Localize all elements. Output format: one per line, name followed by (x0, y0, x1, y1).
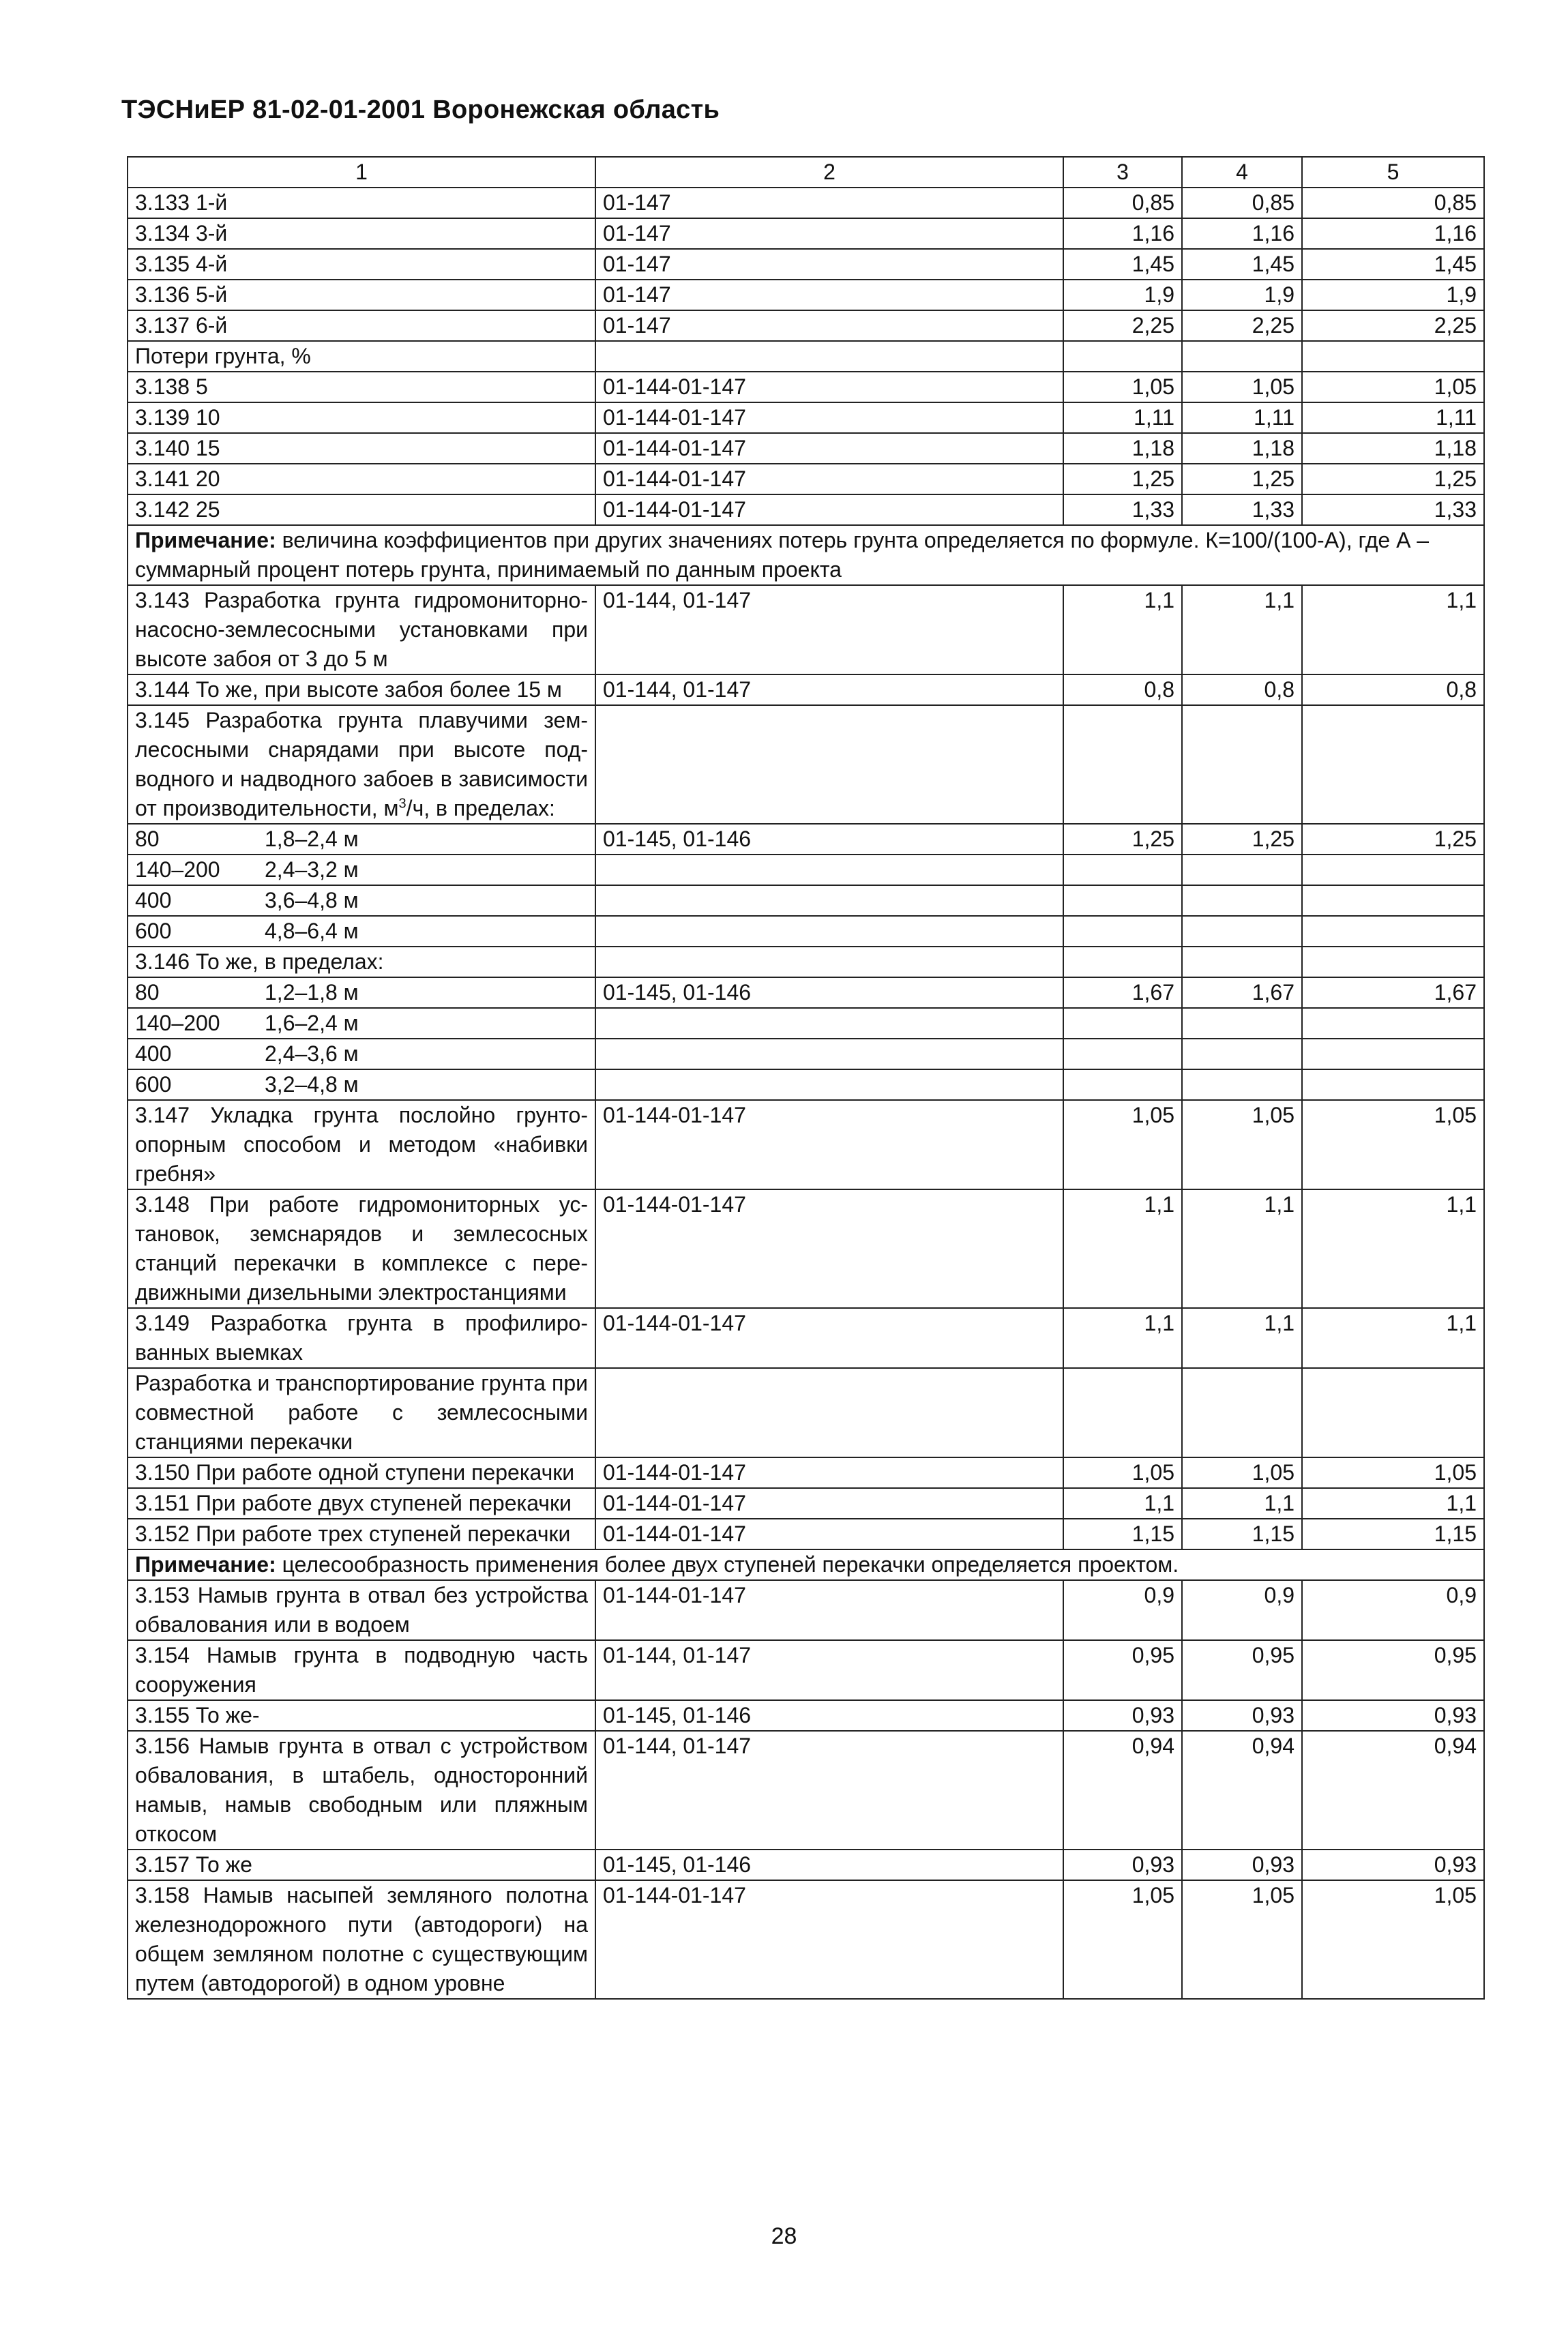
coef-col5: 1,25 (1302, 824, 1484, 855)
row-description: 3.139 10 (128, 402, 595, 433)
productivity-value: 400 (135, 888, 172, 912)
table-row (128, 433, 1484, 464)
coef-col5: 1,18 (1302, 433, 1484, 464)
row-description: 3.150 При работе одной ступени перекачки (128, 1457, 595, 1488)
row-description (128, 705, 595, 824)
row-description: 3.146 То же, в пределах: (128, 947, 595, 977)
row-reference (595, 916, 1063, 947)
face-height-range: 3,2–4,8 м (265, 1072, 359, 1097)
table-row (128, 280, 1484, 310)
coef-col4: 2,25 (1182, 310, 1302, 341)
note-cell (128, 1549, 1484, 1580)
coef-col4 (1182, 916, 1302, 947)
coef-col4: 0,8 (1182, 674, 1302, 705)
row-reference: 01-145, 01-146 (595, 977, 1063, 1008)
coef-col4: 1,1 (1182, 1189, 1302, 1308)
row-reference (595, 885, 1063, 916)
table-row (128, 916, 1484, 947)
productivity-value: 140–200 (135, 857, 220, 882)
table-row (128, 402, 1484, 433)
coef-col4: 0,93 (1182, 1700, 1302, 1731)
row-reference: 01-144-01-147 (595, 402, 1063, 433)
coef-col3: 1,05 (1063, 372, 1182, 402)
coef-col3: 1,16 (1063, 218, 1182, 249)
coef-col5: 1,33 (1302, 494, 1484, 525)
productivity-value: 400 (135, 1041, 172, 1066)
coef-col4 (1182, 1368, 1302, 1457)
coef-col5: 1,9 (1302, 280, 1484, 310)
range-pair (135, 825, 394, 854)
coef-col3: 1,05 (1063, 1880, 1182, 1999)
table-row (128, 885, 1484, 916)
coef-col5: 0,95 (1302, 1640, 1484, 1700)
row-description: 3.156 Намыв грунта в отвал с устройством обвалования, в штабель, односторонний намыв, намыв свободным или пляжным откосом (128, 1731, 595, 1850)
coef-col3: 1,05 (1063, 1100, 1182, 1189)
coef-col3: 1,1 (1063, 1189, 1182, 1308)
coef-col3 (1063, 1008, 1182, 1039)
range-pair (135, 1009, 394, 1038)
coef-col5 (1302, 1039, 1484, 1069)
description-text: 3.145 Разработка грунта плавучими землесосными снарядами при высоте подводного и надводного забоев в зависимости от производительности, м (135, 708, 588, 820)
table-row (128, 1368, 1484, 1457)
coef-col4 (1182, 1069, 1302, 1100)
coef-col5: 2,25 (1302, 310, 1484, 341)
coef-col4: 0,85 (1182, 188, 1302, 218)
coef-col3 (1063, 916, 1182, 947)
coef-col4 (1182, 1039, 1302, 1069)
row-reference: 01-144-01-147 (595, 1880, 1063, 1999)
row-description: 3.154 Намыв грунта в подводную часть сооружения (128, 1640, 595, 1700)
row-reference: 01-144-01-147 (595, 1457, 1063, 1488)
table-row (128, 494, 1484, 525)
coef-col4: 1,33 (1182, 494, 1302, 525)
header-cell: 3 (1063, 157, 1182, 188)
coef-col4: 0,93 (1182, 1850, 1302, 1880)
coef-col5: 0,93 (1302, 1700, 1484, 1731)
coef-col3 (1063, 1368, 1182, 1457)
row-description: 3.152 При работе трех ступеней перекачки (128, 1519, 595, 1549)
row-reference: 01-147 (595, 280, 1063, 310)
productivity-value: 80 (135, 980, 160, 1005)
row-description (128, 1039, 595, 1069)
page-number: 28 (771, 2223, 797, 2249)
table-row (128, 1039, 1484, 1069)
coef-col3: 1,9 (1063, 280, 1182, 310)
face-height-range: 2,4–3,6 м (265, 1041, 359, 1066)
row-reference: 01-144, 01-147 (595, 585, 1063, 674)
coef-col5 (1302, 1008, 1484, 1039)
coef-col4: 1,25 (1182, 824, 1302, 855)
coef-col5: 1,05 (1302, 1880, 1484, 1999)
row-reference: 01-145, 01-146 (595, 1700, 1063, 1731)
range-pair (135, 1039, 394, 1069)
coef-col4: 1,05 (1182, 1457, 1302, 1488)
coef-col3: 2,25 (1063, 310, 1182, 341)
coef-col5 (1302, 916, 1484, 947)
coef-col3: 1,1 (1063, 585, 1182, 674)
row-reference: 01-144-01-147 (595, 433, 1063, 464)
coef-col3 (1063, 885, 1182, 916)
row-description: 3.155 То же- (128, 1700, 595, 1731)
table-row (128, 249, 1484, 280)
table-row (128, 188, 1484, 218)
row-description: 3.157 То же (128, 1850, 595, 1880)
coef-col5 (1302, 855, 1484, 885)
coef-col4: 1,9 (1182, 280, 1302, 310)
face-height-range: 1,2–1,8 м (265, 980, 359, 1005)
table-row (128, 1008, 1484, 1039)
coef-col5 (1302, 1368, 1484, 1457)
coef-col3 (1063, 947, 1182, 977)
coef-col4: 0,94 (1182, 1731, 1302, 1850)
face-height-range: 2,4–3,2 м (265, 857, 359, 882)
coef-col3: 0,95 (1063, 1640, 1182, 1700)
row-reference: 01-147 (595, 249, 1063, 280)
coef-col4: 1,67 (1182, 977, 1302, 1008)
row-description: 3.134 3-й (128, 218, 595, 249)
header-cell: 5 (1302, 157, 1484, 188)
coef-col5: 1,05 (1302, 372, 1484, 402)
table-row (128, 1069, 1484, 1100)
row-description: 3.136 5-й (128, 280, 595, 310)
table-row (128, 585, 1484, 674)
table-row (128, 1731, 1484, 1850)
coef-col4: 1,1 (1182, 1488, 1302, 1519)
coef-col3: 0,94 (1063, 1731, 1182, 1850)
table-row (128, 1457, 1484, 1488)
row-description: Потери грунта, % (128, 341, 595, 372)
coef-col4: 1,11 (1182, 402, 1302, 433)
table-row (128, 1880, 1484, 1999)
coef-col3: 0,85 (1063, 188, 1182, 218)
row-reference: 01-144-01-147 (595, 1519, 1063, 1549)
coef-col5 (1302, 341, 1484, 372)
table-row (128, 1850, 1484, 1880)
coef-col4: 1,05 (1182, 372, 1302, 402)
row-description: 3.148 При работе гидромониторных установок, земснарядов и землесосных станций перекачки в комплексе с передвижными дизельными электростанциями (128, 1189, 595, 1308)
coef-col5: 0,9 (1302, 1580, 1484, 1640)
coefficients-table (127, 156, 1485, 2000)
coef-col4: 0,95 (1182, 1640, 1302, 1700)
row-description: Разработка и транспортирование грунта при совместной работе с землесосными станциями перекачки (128, 1368, 595, 1457)
coef-col5: 0,85 (1302, 188, 1484, 218)
row-description (128, 824, 595, 855)
row-reference: 01-144-01-147 (595, 1189, 1063, 1308)
coef-col3 (1063, 1069, 1182, 1100)
note-text: величина коэффициентов при других значениях потерь грунта определяется по формуле. К=100/(100-А), где А – суммарный процент потерь грунта, принимаемый по данным проекта (135, 528, 1430, 582)
unit-superscript: 3 (398, 796, 406, 812)
row-description (128, 977, 595, 1008)
row-reference: 01-144, 01-147 (595, 1731, 1063, 1850)
description-tail: /ч, в пределах: (406, 796, 555, 820)
header-cell: 2 (595, 157, 1063, 188)
header-cell: 4 (1182, 157, 1302, 188)
coef-col5: 0,94 (1302, 1731, 1484, 1850)
table-row (128, 464, 1484, 494)
coef-col4 (1182, 341, 1302, 372)
row-description: 3.151 При работе двух ступеней перекачки (128, 1488, 595, 1519)
range-pair (135, 978, 394, 1007)
row-reference: 01-145, 01-146 (595, 824, 1063, 855)
table-row (128, 1189, 1484, 1308)
range-pair (135, 917, 394, 946)
coef-col4: 1,25 (1182, 464, 1302, 494)
row-description (128, 916, 595, 947)
coef-col3 (1063, 341, 1182, 372)
row-description: 3.153 Намыв грунта в отвал без устройства обвалования или в водоем (128, 1580, 595, 1640)
coef-col3: 1,1 (1063, 1488, 1182, 1519)
coef-col5: 1,15 (1302, 1519, 1484, 1549)
coef-col4 (1182, 705, 1302, 824)
coef-col4: 1,15 (1182, 1519, 1302, 1549)
coef-col3 (1063, 855, 1182, 885)
coef-col5: 1,05 (1302, 1100, 1484, 1189)
coef-col5: 1,25 (1302, 464, 1484, 494)
row-reference (595, 947, 1063, 977)
face-height-range: 1,6–2,4 м (265, 1011, 359, 1035)
row-description: 3.133 1-й (128, 188, 595, 218)
productivity-value: 80 (135, 827, 160, 851)
coef-col3: 1,15 (1063, 1519, 1182, 1549)
row-description: 3.143 Разработка грунта гидромониторно-насосно-землесосными установками при высоте забоя от 3 до 5 м (128, 585, 595, 674)
productivity-value: 600 (135, 919, 172, 943)
table-row (128, 218, 1484, 249)
row-description (128, 1069, 595, 1100)
coef-col4: 1,1 (1182, 1308, 1302, 1368)
coef-col3 (1063, 1039, 1182, 1069)
coef-col4 (1182, 1008, 1302, 1039)
row-reference: 01-144-01-147 (595, 1100, 1063, 1189)
table-row (128, 1580, 1484, 1640)
note-label: Примечание: (135, 1552, 276, 1577)
note-text: целесообразность применения более двух ступеней перекачки определяется проектом. (276, 1552, 1179, 1577)
coef-col4: 1,1 (1182, 585, 1302, 674)
note-label: Примечание: (135, 528, 276, 552)
row-reference: 01-144-01-147 (595, 1308, 1063, 1368)
coef-col5: 0,93 (1302, 1850, 1484, 1880)
coef-col5: 1,11 (1302, 402, 1484, 433)
row-reference: 01-144-01-147 (595, 494, 1063, 525)
table-row (128, 947, 1484, 977)
row-reference (595, 1008, 1063, 1039)
table-row (128, 1640, 1484, 1700)
coef-col3: 1,67 (1063, 977, 1182, 1008)
coef-col4 (1182, 855, 1302, 885)
row-description: 3.147 Укладка грунта послойно грунтоопорным способом и методом «набивки гребня» (128, 1100, 595, 1189)
row-reference: 01-144, 01-147 (595, 1640, 1063, 1700)
face-height-range: 1,8–2,4 м (265, 827, 359, 851)
table-row (128, 310, 1484, 341)
coef-col4 (1182, 885, 1302, 916)
document-title: ТЭСНиЕР 81-02-01-2001 Воронежская область (121, 95, 720, 124)
row-reference: 01-147 (595, 310, 1063, 341)
coef-col5 (1302, 1069, 1484, 1100)
row-description: 3.158 Намыв насыпей земляного полотна железнодорожного пути (автодороги) на общем земляном полотне с существующим путем (автодорогой) в одном уровне (128, 1880, 595, 1999)
row-reference (595, 1039, 1063, 1069)
coef-col5 (1302, 947, 1484, 977)
table-row (128, 855, 1484, 885)
row-reference (595, 341, 1063, 372)
row-reference: 01-144-01-147 (595, 372, 1063, 402)
range-pair (135, 1070, 394, 1099)
header-cell: 1 (128, 157, 595, 188)
coef-col3: 1,11 (1063, 402, 1182, 433)
coef-col3: 0,93 (1063, 1700, 1182, 1731)
row-description: 3.149 Разработка грунта в профилированных выемках (128, 1308, 595, 1368)
table-row (128, 1519, 1484, 1549)
coef-col4: 1,16 (1182, 218, 1302, 249)
row-reference: 01-144-01-147 (595, 1580, 1063, 1640)
row-reference (595, 855, 1063, 885)
coef-col5: 1,45 (1302, 249, 1484, 280)
row-reference: 01-144-01-147 (595, 464, 1063, 494)
coef-col4 (1182, 947, 1302, 977)
coef-col5: 0,8 (1302, 674, 1484, 705)
row-reference: 01-147 (595, 218, 1063, 249)
row-description: 3.135 4-й (128, 249, 595, 280)
coef-col3: 1,33 (1063, 494, 1182, 525)
row-description: 3.144 То же, при высоте забоя более 15 м (128, 674, 595, 705)
row-description: 3.141 20 (128, 464, 595, 494)
coef-col5: 1,1 (1302, 1488, 1484, 1519)
row-description (128, 1008, 595, 1039)
note-cell (128, 525, 1484, 585)
coef-col5: 1,1 (1302, 585, 1484, 674)
table-row (128, 372, 1484, 402)
coef-col3 (1063, 705, 1182, 824)
coef-col5: 1,1 (1302, 1189, 1484, 1308)
coef-col3: 1,45 (1063, 249, 1182, 280)
table-row (128, 674, 1484, 705)
coef-col3: 1,05 (1063, 1457, 1182, 1488)
note-row (128, 525, 1484, 585)
row-reference: 01-145, 01-146 (595, 1850, 1063, 1880)
productivity-value: 600 (135, 1072, 172, 1097)
range-pair (135, 855, 394, 885)
row-reference (595, 1069, 1063, 1100)
note-row (128, 1549, 1484, 1580)
coef-col4: 0,9 (1182, 1580, 1302, 1640)
coef-col3: 1,1 (1063, 1308, 1182, 1368)
row-description (128, 855, 595, 885)
coef-col5: 1,67 (1302, 977, 1484, 1008)
table-row (128, 341, 1484, 372)
face-height-range: 4,8–6,4 м (265, 919, 359, 943)
coef-col4: 1,18 (1182, 433, 1302, 464)
table-row (128, 1488, 1484, 1519)
row-reference: 01-144, 01-147 (595, 674, 1063, 705)
row-description: 3.137 6-й (128, 310, 595, 341)
coef-col3: 1,18 (1063, 433, 1182, 464)
coef-col4: 1,05 (1182, 1100, 1302, 1189)
coef-col3: 1,25 (1063, 824, 1182, 855)
row-reference: 01-144-01-147 (595, 1488, 1063, 1519)
coef-col3: 0,8 (1063, 674, 1182, 705)
coef-col4: 1,45 (1182, 249, 1302, 280)
row-description: 3.142 25 (128, 494, 595, 525)
table-row (128, 1308, 1484, 1368)
coef-col4: 1,05 (1182, 1880, 1302, 1999)
productivity-value: 140–200 (135, 1011, 220, 1035)
table-header-row (128, 157, 1484, 188)
table-row (128, 705, 1484, 824)
row-description (128, 885, 595, 916)
row-description: 3.138 5 (128, 372, 595, 402)
row-description: 3.140 15 (128, 433, 595, 464)
range-pair (135, 886, 394, 915)
coef-col3: 0,93 (1063, 1850, 1182, 1880)
table-row (128, 1700, 1484, 1731)
row-reference (595, 1368, 1063, 1457)
table-row (128, 977, 1484, 1008)
row-reference: 01-147 (595, 188, 1063, 218)
coef-col3: 0,9 (1063, 1580, 1182, 1640)
coef-col5 (1302, 885, 1484, 916)
coef-col5: 1,1 (1302, 1308, 1484, 1368)
table-row (128, 1100, 1484, 1189)
table-row (128, 824, 1484, 855)
coef-col5: 1,16 (1302, 218, 1484, 249)
coef-col5 (1302, 705, 1484, 824)
row-reference (595, 705, 1063, 824)
coef-col5: 1,05 (1302, 1457, 1484, 1488)
coef-col3: 1,25 (1063, 464, 1182, 494)
face-height-range: 3,6–4,8 м (265, 888, 359, 912)
